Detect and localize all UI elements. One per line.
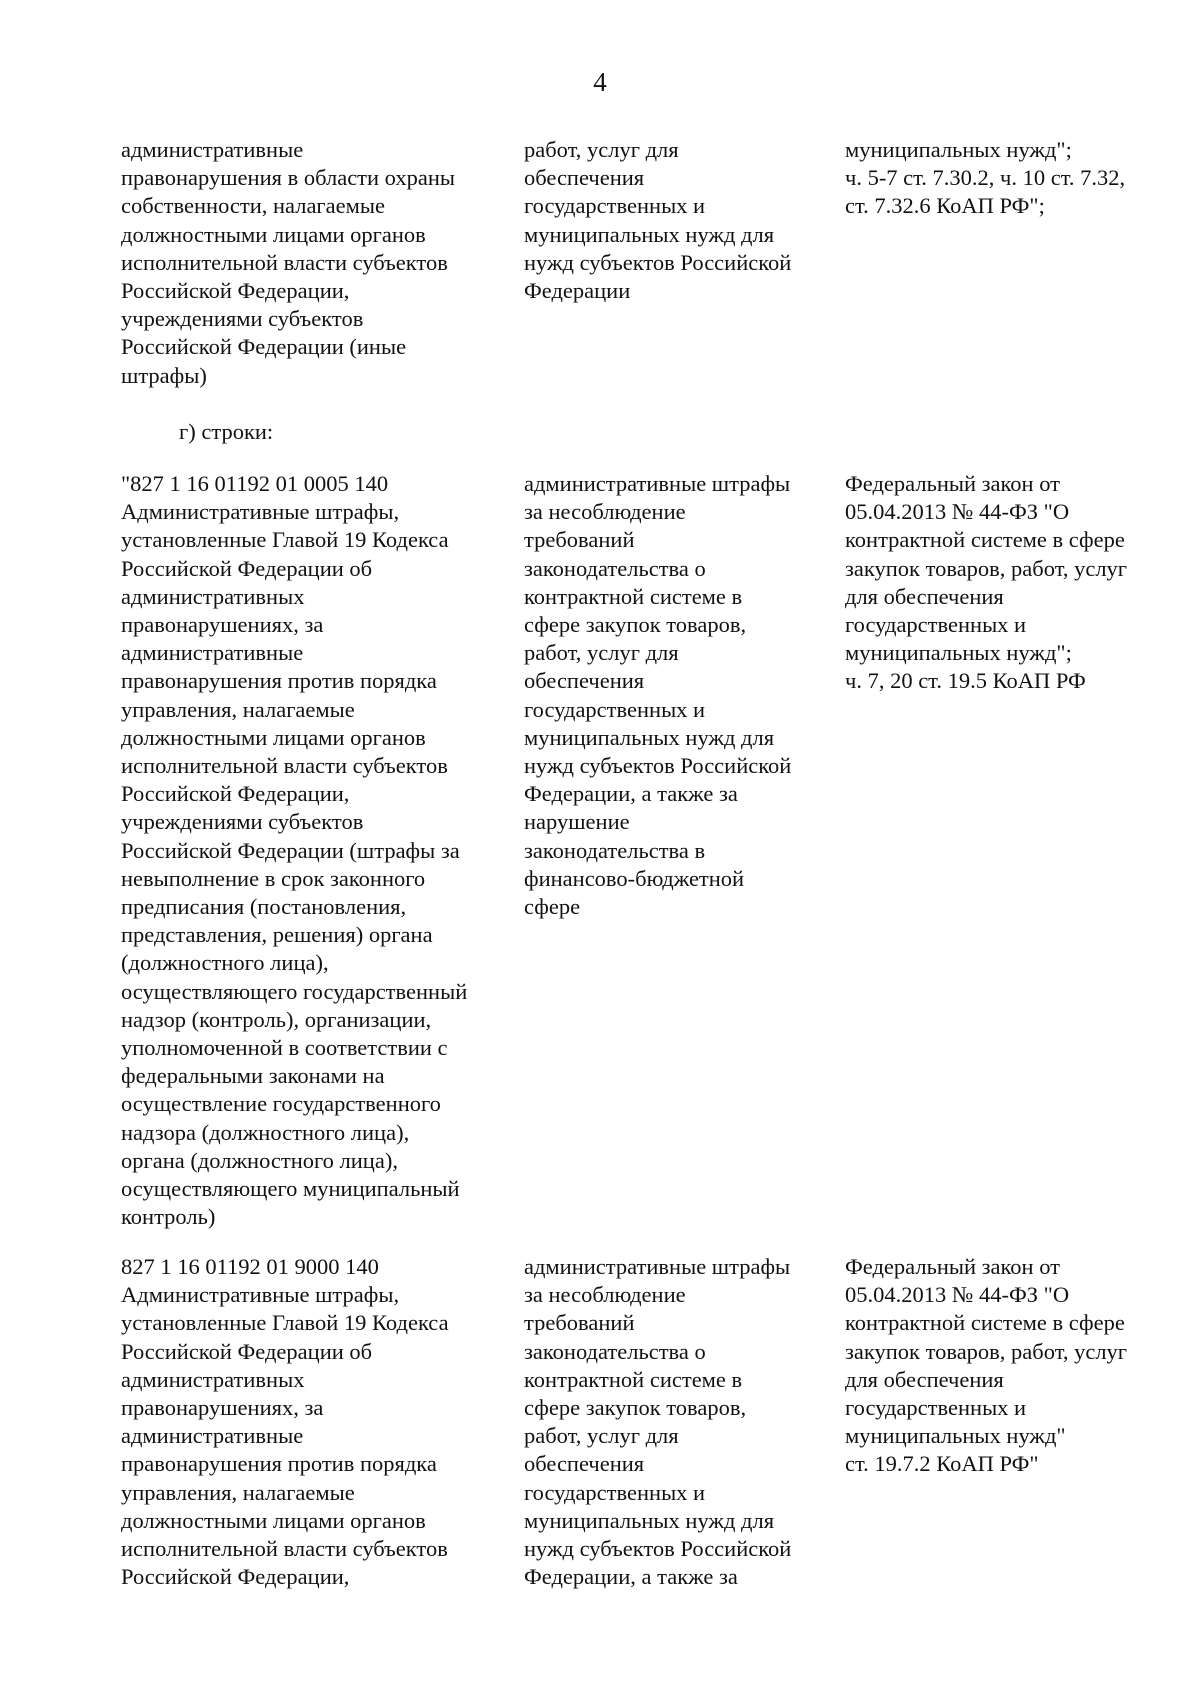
text-line: предписания (постановления, — [121, 894, 407, 920]
text-line: работ, услуг для — [524, 640, 679, 666]
text-line: административных — [121, 583, 305, 609]
text-line: работ, услуг для — [524, 137, 679, 162]
text-line: 05.04.2013 № 44-ФЗ "О — [845, 1282, 1070, 1308]
text-line: уполномоченной в соответствии с — [121, 1035, 448, 1061]
text-line: Российской Федерации, — [121, 1564, 350, 1590]
text-line: ч. 5-7 ст. 7.30.2, ч. 10 ст. 7.32, — [845, 165, 1126, 191]
text-line: собственности, налагаемые — [121, 193, 385, 219]
text-line: правонарушениях, за — [121, 612, 324, 638]
top-row-revenue-type-column — [524, 136, 844, 305]
text-line: установленные Главой 19 Кодекса — [121, 1310, 449, 1336]
text-line: нужд субъектов Российской — [524, 249, 792, 275]
text-line: правонарушения в области охраны — [121, 165, 456, 191]
text-line: Российской Федерации, — [121, 278, 350, 304]
row-0005-description-column — [121, 470, 506, 1231]
text-line: Федеральный закон от — [845, 471, 1061, 496]
text-line: штрафы) — [121, 362, 207, 388]
text-line: государственных и — [524, 696, 706, 722]
text-line: ч. 7, 20 ст. 19.5 КоАП РФ — [845, 668, 1086, 694]
text-line: Федерации, а также за — [524, 1564, 738, 1590]
section-intro: г) строки: — [179, 419, 274, 444]
text-line: (должностного лица), — [121, 950, 329, 976]
text-line: государственных и — [845, 1395, 1027, 1421]
text-line: административные — [121, 1423, 304, 1449]
text-line: за несоблюдение — [524, 499, 686, 525]
text-line: муниципальных нужд для — [524, 724, 775, 750]
text-line: государственных и — [524, 193, 706, 219]
text-line: Российской Федерации (иные — [121, 334, 407, 360]
text-line: невыполнение в срок законного — [121, 865, 426, 891]
text-line: 05.04.2013 № 44-ФЗ "О — [845, 499, 1070, 525]
text-line: правонарушения против порядка — [121, 668, 437, 694]
text-line: административных — [121, 1366, 305, 1392]
text-line: сфере закупок товаров, — [524, 1395, 747, 1421]
text-line: надзора (должностного лица), — [121, 1119, 410, 1145]
text-line: административные штрафы — [524, 471, 791, 496]
text-line: контрактной системе в сфере — [845, 527, 1125, 553]
text-line: для обеспечения — [845, 583, 1004, 609]
text-line: нужд субъектов Российской — [524, 1536, 792, 1562]
text-line: законодательства о — [524, 555, 706, 581]
text-line: финансово-бюджетной — [524, 865, 745, 891]
text-line: муниципальных нужд для — [524, 1507, 775, 1533]
text-line: муниципальных нужд для — [524, 221, 775, 247]
row-9000-legal-basis-column — [845, 1253, 1175, 1479]
text-line: административные — [121, 137, 304, 162]
text-line: должностными лицами органов — [121, 221, 426, 247]
text-line: Российской Федерации об — [121, 555, 373, 581]
top-row-legal-basis-column — [845, 136, 1175, 221]
text-line: административные — [121, 640, 304, 666]
text-line: представления, решения) органа — [121, 922, 433, 948]
text-line: Российской Федерации об — [121, 1338, 373, 1364]
row-9000-description-column — [121, 1253, 506, 1591]
text-line: исполнительной власти субъектов — [121, 249, 448, 275]
text-line: Административные штрафы, — [121, 499, 400, 525]
top-row-description-column — [121, 136, 506, 390]
text-line: обеспечения — [524, 1451, 645, 1477]
text-line: контрактной системе в — [524, 1366, 743, 1392]
text-line: для обеспечения — [845, 1366, 1004, 1392]
text-line: муниципальных нужд" — [845, 1423, 1066, 1449]
text-line: должностными лицами органов — [121, 724, 426, 750]
text-line: осуществляющего государственный — [121, 978, 468, 1004]
text-line: сфере закупок товаров, — [524, 612, 747, 638]
text-line: контрактной системе в — [524, 583, 743, 609]
text-line: учреждениями субъектов — [121, 809, 364, 835]
text-line: исполнительной власти субъектов — [121, 753, 448, 779]
text-line: органа (должностного лица), — [121, 1147, 398, 1173]
row-9000-revenue-type-column — [524, 1253, 844, 1591]
row-0005-legal-basis-column — [845, 470, 1175, 696]
text-line: законодательства в — [524, 837, 706, 863]
text-line: осуществляющего муниципальный — [121, 1176, 460, 1202]
text-line: исполнительной власти субъектов — [121, 1536, 448, 1562]
text-line: Федерации — [524, 278, 631, 304]
text-line: управления, налагаемые — [121, 1479, 355, 1505]
text-line: Российской Федерации, — [121, 781, 350, 807]
text-line: государственных и — [845, 612, 1027, 638]
text-line: муниципальных нужд"; — [845, 640, 1072, 666]
text-line: правонарушениях, за — [121, 1395, 324, 1421]
text-line: федеральными законами на — [121, 1063, 385, 1089]
text-line: осуществление государственного — [121, 1091, 441, 1117]
page-number: 4 — [593, 67, 607, 97]
text-line: административные штрафы — [524, 1254, 791, 1279]
text-line: контроль) — [121, 1204, 216, 1230]
text-line: Российской Федерации (штрафы за — [121, 837, 460, 863]
text-line: правонарушения против порядка — [121, 1451, 437, 1477]
row-0005-revenue-type-column — [524, 470, 844, 921]
text-line: должностными лицами органов — [121, 1507, 426, 1533]
text-line: "827 1 16 01192 01 0005 140 — [121, 471, 389, 496]
text-line: нужд субъектов Российской — [524, 753, 792, 779]
text-line: обеспечения — [524, 668, 645, 694]
text-line: законодательства о — [524, 1338, 706, 1364]
text-line: сфере — [524, 894, 581, 920]
text-line: Федерации, а также за — [524, 781, 738, 807]
text-line: установленные Главой 19 Кодекса — [121, 527, 449, 553]
text-line: учреждениями субъектов — [121, 306, 364, 332]
text-line: 827 1 16 01192 01 9000 140 — [121, 1254, 379, 1279]
text-line: контрактной системе в сфере — [845, 1310, 1125, 1336]
text-line: государственных и — [524, 1479, 706, 1505]
text-line: Административные штрафы, — [121, 1282, 400, 1308]
text-line: требований — [524, 1310, 635, 1336]
text-line: закупок товаров, работ, услуг — [845, 1338, 1128, 1364]
text-line: обеспечения — [524, 165, 645, 191]
text-line: ст. 7.32.6 КоАП РФ"; — [845, 193, 1045, 219]
text-line: работ, услуг для — [524, 1423, 679, 1449]
text-line: закупок товаров, работ, услуг — [845, 555, 1128, 581]
text-line: требований — [524, 527, 635, 553]
text-line: за несоблюдение — [524, 1282, 686, 1308]
text-line: управления, налагаемые — [121, 696, 355, 722]
text-line: муниципальных нужд"; — [845, 137, 1072, 162]
text-line: Федеральный закон от — [845, 1254, 1061, 1279]
text-line: ст. 19.7.2 КоАП РФ" — [845, 1451, 1039, 1477]
text-line: нарушение — [524, 809, 630, 835]
text-line: надзор (контроль), организации, — [121, 1006, 432, 1032]
